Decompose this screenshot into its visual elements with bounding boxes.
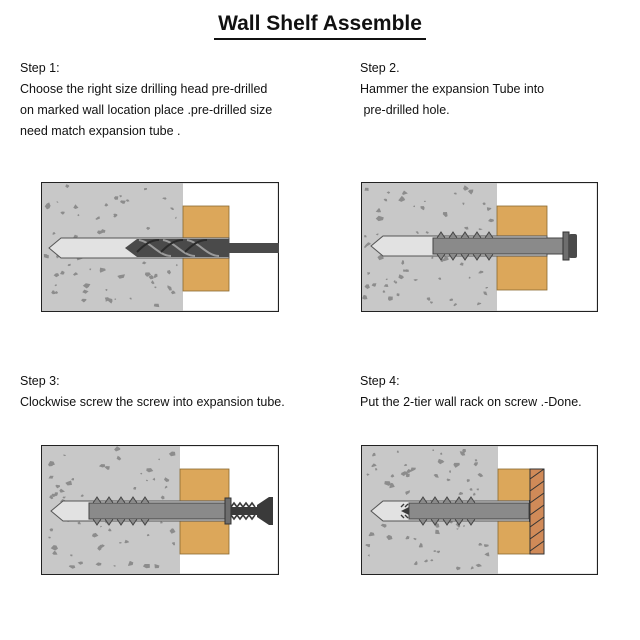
concrete-speckle [365,188,369,191]
rack-illustration-svg [361,445,598,575]
step-1-line-1: Choose the right size drilling head pre-drilled [20,82,268,96]
step-1-heading: Step 1: [20,61,60,75]
step-2-illustration [361,182,598,312]
step-1-text [20,58,320,142]
concrete-speckle [388,297,393,301]
drill-illustration-svg [41,182,279,312]
step-1-line-3: need match expansion tube . [20,124,181,138]
step-3-line-1: Clockwise screw the screw into expansion tube. [20,395,285,409]
wall-rack-panel [530,469,544,554]
step-4-illustration [361,445,598,575]
step-4-text [360,371,630,413]
step-2-heading: Step 2. [360,61,400,75]
step-3-illustration [41,445,279,575]
step-2-text [360,58,630,121]
step-3-text [20,371,330,413]
drill-shank [229,243,279,253]
step-2-line-1: Hammer the expansion Tube into [360,82,545,96]
step-4-heading: Step 4: [360,374,400,388]
tube-illustration-svg [361,182,598,312]
page-title [0,12,640,40]
step-1-illustration [41,182,279,312]
page-title-text: Wall Shelf Assemble [214,12,426,40]
concrete-speckle [406,474,410,478]
drill-bit-icon [125,239,229,257]
step-1-line-2: on marked wall location place .pre-drilled size [20,103,273,117]
screw-illustration-svg [41,445,279,575]
step-4-line-1: Put the 2-tier wall rack on screw .-Done. [360,395,582,409]
step-2-line-2: pre-drilled hole. [360,103,450,117]
step-3-heading: Step 3: [20,374,60,388]
